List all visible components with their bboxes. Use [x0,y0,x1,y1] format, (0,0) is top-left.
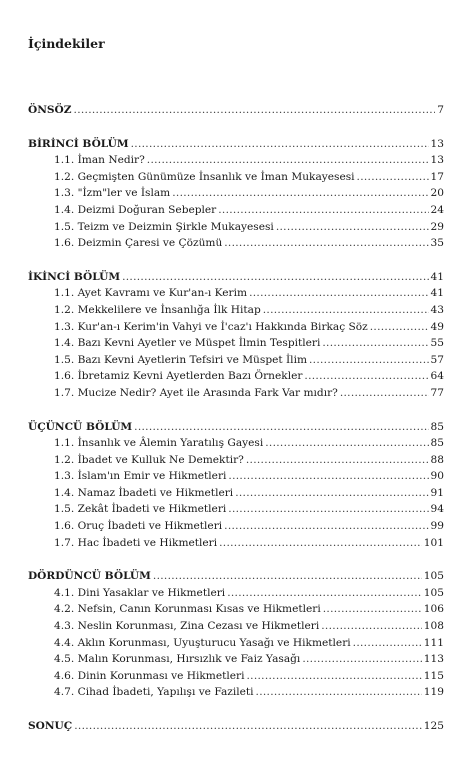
dot-leader [357,169,429,186]
dot-leader [249,285,428,302]
page-number: 13 [430,137,444,150]
dot-leader [247,668,422,685]
toc-entry-row-label: 1.4. Namaz İbadeti ve Hikmetleri [54,486,234,499]
page-number: 7 [437,104,444,116]
page-number: 113 [423,653,444,666]
toc-entry-row-label: 4.1. Dini Yasaklar ve Hikmetleri [54,586,226,599]
page-number: 94 [430,503,444,516]
page-number: 64 [430,370,444,383]
toc-entry-row-label: 4.3. Neslin Korunması, Zina Cezası ve Hikmetleri [54,620,320,633]
toc-entry-row-label: 1.7. Hac İbadeti ve Hikmetleri [54,536,218,549]
page-number: 90 [430,470,444,483]
toc-entry-row-label: 1.2. Mekkelilere ve İnsanlığa İlk Hitap [54,303,261,316]
toc-chapter-row [28,718,444,735]
page-number: 49 [430,320,444,333]
toc-chapter-row [28,102,444,119]
toc-entry-row [28,585,444,602]
toc-entry-row [28,535,444,552]
toc-entry-row [28,219,444,236]
page-number: 43 [430,303,444,316]
toc-entry-row-label: 1.1. Ayet Kavramı ve Kur'an-ı Kerim [54,287,248,300]
page-number: 29 [430,220,444,233]
toc-entry-row-label: 1.1. İnsanlık ve Âlemin Yaratılış Gayesi [54,437,264,450]
toc-entry-row [28,302,444,319]
toc-entry-row [28,285,444,302]
toc-entry-row-label: 1.6. Deizmin Çaresi ve Çözümü [54,237,223,250]
toc-entry-row [28,202,444,219]
toc-entry-row [28,684,444,701]
page-number: 85 [430,437,444,450]
page-number: 108 [423,620,444,633]
page-number: 88 [430,453,444,466]
dot-leader [321,618,422,635]
dot-leader [131,136,429,153]
dot-leader [218,202,428,219]
toc-entry-row [28,335,444,352]
toc-entry-row [28,368,444,385]
dot-leader [74,718,422,735]
dot-leader [246,452,429,469]
toc-chapter-row [28,269,444,286]
toc-entry-row-label: 4.4. Aklın Korunması, Uyuşturucu Yasağı ve Hikmetleri [54,636,351,649]
toc-entry-row [28,385,444,402]
page-number: 41 [430,287,444,300]
toc-entry-row-label: 1.5. Teizm ve Deizmin Şirkle Mukayesesi [54,220,274,233]
toc-chapter-row-label: BİRİNCİ BÖLÜM [28,137,129,150]
page-number: 91 [430,486,444,499]
page-number: 35 [430,237,444,250]
page-number: 85 [430,420,444,433]
toc-entry-row-label: 4.6. Dinin Korunması ve Hikmetleri [54,669,245,682]
dot-leader [219,535,422,552]
table-of-contents [28,102,444,735]
toc-entry-row [28,235,444,252]
toc-chapter-row [28,136,444,153]
dot-leader [227,585,422,602]
page-number: 13 [430,154,444,167]
toc-entry-row [28,651,444,668]
toc-entry-row [28,452,444,469]
page-number: 77 [430,386,444,399]
page-number: 115 [423,669,444,682]
toc-entry-row-label: 4.2. Nefsin, Canın Korunması Kısas ve Hikmetleri [54,603,321,616]
dot-leader [304,368,428,385]
toc-entry-row-label: 4.7. Cihad İbadeti, Yapılışı ve Fazileti [54,686,254,699]
toc-entry-row-label: 1.5. Zekât İbadeti ve Hikmetleri [54,503,227,516]
toc-entry-row [28,319,444,336]
toc-chapter-row-label: DÖRDÜNCÜ BÖLÜM [28,570,151,583]
dot-leader [228,501,428,518]
toc-entry-row [28,435,444,452]
toc-entry-row-label: 4.5. Malın Korunması, Hırsızlık ve Faiz Yasağı [54,653,301,666]
page-number: 125 [423,720,444,732]
page-number: 101 [423,536,444,549]
toc-entry-row-label: 1.4. Deizmi Doğuran Sebepler [54,203,217,216]
page-number: 55 [430,337,444,350]
toc-entry-row [28,169,444,186]
toc-entry-row [28,152,444,169]
toc-entry-row-label: 1.6. Oruç İbadeti ve Hikmetleri [54,520,223,533]
toc-entry-row [28,601,444,618]
toc-chapter-row-label: ÜÇÜNCÜ BÖLÜM [28,420,133,433]
dot-leader [224,518,428,535]
toc-entry-row [28,468,444,485]
dot-leader [153,568,422,585]
toc-entry-row-label: 1.4. Bazı Kevni Ayetler ve Müspet İlmin Tespitleri [54,337,321,350]
toc-entry-row-label: 1.1. İman Nedir? [54,154,145,167]
page-number: 106 [423,603,444,616]
toc-entry-row [28,501,444,518]
toc-entry-row-label: 1.5. Bazı Kevni Ayetlerin Tefsiri ve Müspet İlim [54,353,308,366]
toc-entry-row-label: 1.2. İbadet ve Kulluk Ne Demektir? [54,453,244,466]
page-number: 57 [430,353,444,366]
dot-leader [309,352,429,369]
dot-leader [235,485,428,502]
dot-leader [340,385,429,402]
page-number: 119 [423,686,444,699]
toc-entry-row [28,185,444,202]
toc-entry-row [28,352,444,369]
toc-entry-row-label: 1.3. "İzm"ler ve İslam [54,187,171,200]
toc-entry-row-label: 1.6. İbretamiz Kevni Ayetlerden Bazı Örnekler [54,370,303,383]
toc-entry-row-label: 1.3. İslam'ın Emir ve Hikmetleri [54,470,227,483]
page-number: 111 [423,636,444,649]
dot-leader [322,335,428,352]
toc-entry-row [28,485,444,502]
dot-leader [122,269,428,286]
toc-chapter-row-label: ÖNSÖZ [28,104,72,116]
toc-entry-row [28,518,444,535]
dot-leader [147,152,429,169]
dot-leader [353,635,422,652]
toc-entry-row-label: 1.3. Kur'an-ı Kerim'in Vahyi ve İ'caz'ı Hakkında Birkaç Söz [54,320,368,333]
page-title: İçindekiler [28,36,105,51]
page-number: 99 [430,520,444,533]
toc-entry-row-label: 1.7. Mucize Nedir? Ayet ile Arasında Fark Var mıdır? [54,386,338,399]
toc-chapter-row-label: İKİNCİ BÖLÜM [28,270,121,283]
page-number: 41 [430,270,444,283]
dot-leader [134,419,428,436]
toc-entry-row-label: 1.2. Geçmişten Günümüze İnsanlık ve İman Mukayesesi [54,170,355,183]
toc-chapter-row-label: SONUÇ [28,720,73,732]
dot-leader [172,185,428,202]
dot-leader [302,651,421,668]
toc-entry-row [28,668,444,685]
page-number: 105 [423,570,444,583]
dot-leader [256,684,422,701]
dot-leader [370,319,429,336]
dot-leader [74,102,436,119]
dot-leader [276,219,429,236]
dot-leader [323,601,422,618]
toc-entry-row [28,618,444,635]
page-number: 24 [430,203,444,216]
dot-leader [265,435,428,452]
toc-entry-row [28,635,444,652]
dot-leader [224,235,428,252]
toc-chapter-row [28,419,444,436]
page-number: 20 [430,187,444,200]
toc-chapter-row [28,568,444,585]
page-number: 105 [423,586,444,599]
page-number: 17 [430,170,444,183]
dot-leader [228,468,428,485]
dot-leader [263,302,429,319]
